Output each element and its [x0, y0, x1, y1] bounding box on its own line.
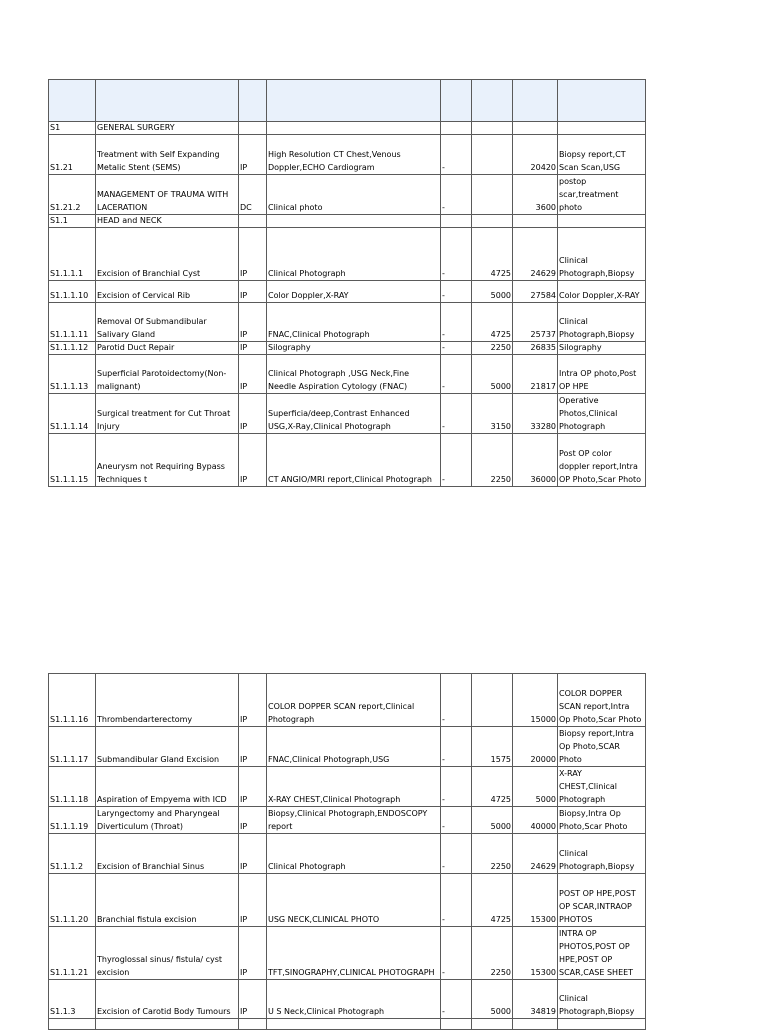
cell-dash: -: [441, 834, 472, 874]
cell-code: S1.1.1.18: [49, 767, 96, 807]
cell-val2: 15000: [513, 674, 558, 727]
cell-post: Color Doppler,X-RAY: [558, 281, 646, 303]
cell-val1: 2250: [472, 434, 513, 487]
table-row: [49, 228, 646, 281]
cell-docs: Clinical Photograph ,USG Neck,Fine Needle Aspiration Cytology (FNAC): [267, 355, 441, 394]
cell-val2: 5000: [513, 767, 558, 807]
table-row: [49, 807, 646, 834]
table-row: [49, 303, 646, 342]
table-row: [49, 342, 646, 355]
table-row: [49, 767, 646, 807]
table-row: [49, 674, 646, 727]
cell-type: IP: [239, 674, 267, 727]
cell-docs: TFT,SINOGRAPHY,CLINICAL PHOTOGRAPH: [267, 927, 441, 980]
cell-val1: 1575: [472, 727, 513, 767]
cell-dash: -: [441, 807, 472, 834]
cell-val1: 5000: [472, 355, 513, 394]
cell-val2: 20000: [513, 727, 558, 767]
cell-name: Excision of Carotid Body Tumours: [96, 980, 239, 1019]
cell-val2: 40000: [513, 807, 558, 834]
cell-post: [558, 215, 646, 228]
cell-name: Thrombendarterectomy: [96, 674, 239, 727]
cell-code: S1.1.1.1: [49, 228, 96, 281]
cell-type: IP: [239, 355, 267, 394]
header-cell: [472, 80, 513, 122]
header-row: [49, 80, 646, 122]
cell-dash: -: [441, 980, 472, 1019]
cell-dash: [441, 215, 472, 228]
cell-name: Aneurysm not Requiring Bypass Techniques t: [96, 434, 239, 487]
table-row: [49, 434, 646, 487]
cell-post: Clinical Photograph,Biopsy: [558, 303, 646, 342]
cell-code: S1.1.1.15: [49, 434, 96, 487]
cell-val1: [472, 215, 513, 228]
cell-val1: [472, 674, 513, 727]
cell-dash: -: [441, 434, 472, 487]
cell-docs: CT ANGIO/MRI report,Clinical Photograph: [267, 434, 441, 487]
header-cell: [239, 80, 267, 122]
cell-post: Clinical Photograph,Biopsy: [558, 834, 646, 874]
cell-type: IP: [239, 434, 267, 487]
cell-code: S1.1.1.10: [49, 281, 96, 303]
cell-val2: 34819: [513, 980, 558, 1019]
cell-post: COLOR DOPPER SCAN report,Intra Op Photo,Scar Photo: [558, 674, 646, 727]
cell-val1: 5000: [472, 281, 513, 303]
cell-val1: 3150: [472, 394, 513, 434]
cell-docs: Color Doppler,X-RAY: [267, 281, 441, 303]
cell-type: [239, 215, 267, 228]
table-row: [49, 281, 646, 303]
procedure-table-1: [48, 79, 646, 487]
cell-post: Biopsy report,Intra Op Photo,SCAR Photo: [558, 727, 646, 767]
cell-name: Excision of Branchial Sinus: [96, 834, 239, 874]
cell-type: IP: [239, 281, 267, 303]
header-cell: [441, 80, 472, 122]
cell-val2: 27584: [513, 281, 558, 303]
cell-val1: [472, 122, 513, 135]
cell-type: IP: [239, 807, 267, 834]
cell-name: MANAGEMENT OF TRAUMA WITH LACERATION: [96, 175, 239, 215]
cell-name: Removal Of Submandibular Salivary Gland: [96, 303, 239, 342]
cell-dash: -: [441, 927, 472, 980]
cell-post: [558, 1019, 646, 1030]
cell-type: IP: [239, 834, 267, 874]
cell-dash: -: [441, 342, 472, 355]
cell-dash: -: [441, 281, 472, 303]
table-row: [49, 175, 646, 215]
cell-val1: 2250: [472, 834, 513, 874]
cell-val2: [513, 122, 558, 135]
cell-dash: -: [441, 727, 472, 767]
cell-code: S1.1.1.11: [49, 303, 96, 342]
cell-val2: 15300: [513, 927, 558, 980]
cell-val1: 5000: [472, 980, 513, 1019]
cell-dash: -: [441, 767, 472, 807]
cell-type: IP: [239, 135, 267, 175]
cell-type: [239, 122, 267, 135]
cell-name: Aspiration of Empyema with ICD: [96, 767, 239, 807]
cell-post: INTRA OP PHOTOS,POST OP HPE,POST OP SCAR,CASE SHEET: [558, 927, 646, 980]
cell-post: Silography: [558, 342, 646, 355]
cell-code: S1.1.1.17: [49, 727, 96, 767]
cell-post: Intra OP photo,Post OP HPE: [558, 355, 646, 394]
cell-val1: 4725: [472, 767, 513, 807]
cell-docs: U S Neck,Clinical Photograph: [267, 980, 441, 1019]
cell-val1: 2250: [472, 927, 513, 980]
table-row: [49, 727, 646, 767]
cell-name: Superficial Parotoidectomy(Non- malignant): [96, 355, 239, 394]
table-row: [49, 1019, 646, 1030]
cell-val2: 24629: [513, 228, 558, 281]
cell-code: S1.1.1.14: [49, 394, 96, 434]
cell-type: IP: [239, 874, 267, 927]
cell-val2: 25737: [513, 303, 558, 342]
cell-val2: 3600: [513, 175, 558, 215]
cell-post: Post OP color doppler report,Intra OP Photo,Scar Photo: [558, 434, 646, 487]
cell-val1: 4725: [472, 303, 513, 342]
cell-code: S1.1: [49, 215, 96, 228]
cell-docs: Biopsy,Clinical Photograph,ENDOSCOPY report: [267, 807, 441, 834]
cell-val2: 21817: [513, 355, 558, 394]
cell-type: DC: [239, 175, 267, 215]
cell-code: S1: [49, 122, 96, 135]
cell-dash: -: [441, 303, 472, 342]
table-row: [49, 355, 646, 394]
table-row: [49, 394, 646, 434]
cell-type: IP: [239, 228, 267, 281]
cell-name: GENERAL SURGERY: [96, 122, 239, 135]
cell-docs: [267, 1019, 441, 1030]
cell-post: Biopsy,Intra Op Photo,Scar Photo: [558, 807, 646, 834]
cell-post: Biopsy report,CT Scan Scan,USG: [558, 135, 646, 175]
cell-docs: X-RAY CHEST,Clinical Photograph: [267, 767, 441, 807]
cell-name: Laryngectomy and Pharyngeal Diverticulum (Throat): [96, 807, 239, 834]
table-row: [49, 874, 646, 927]
cell-docs: [267, 122, 441, 135]
cell-val2: [513, 215, 558, 228]
cell-code: S1.21: [49, 135, 96, 175]
cell-val1: [472, 135, 513, 175]
header-cell: [49, 80, 96, 122]
cell-code: S1.1.1.19: [49, 807, 96, 834]
table-row: [49, 927, 646, 980]
header-cell: [513, 80, 558, 122]
cell-docs: Superficia/deep,Contrast Enhanced USG,X-Ray,Clinical Photograph: [267, 394, 441, 434]
cell-docs: FNAC,Clinical Photograph: [267, 303, 441, 342]
cell-name: Excision of Branchial Cyst: [96, 228, 239, 281]
cell-name: Submandibular Gland Excision: [96, 727, 239, 767]
cell-code: S1.1.1.16: [49, 674, 96, 727]
header-cell: [96, 80, 239, 122]
cell-val2: 36000: [513, 434, 558, 487]
cell-val2: 15300: [513, 874, 558, 927]
cell-docs: Silography: [267, 342, 441, 355]
cell-name: [96, 1019, 239, 1030]
table-row: [49, 980, 646, 1019]
cell-docs: USG NECK,CLINICAL PHOTO: [267, 874, 441, 927]
cell-post: [558, 122, 646, 135]
table-row: [49, 122, 646, 135]
cell-val1: [472, 1019, 513, 1030]
cell-type: IP: [239, 303, 267, 342]
cell-type: [239, 1019, 267, 1030]
cell-val1: 4725: [472, 228, 513, 281]
cell-val1: 2250: [472, 342, 513, 355]
cell-name: HEAD and NECK: [96, 215, 239, 228]
cell-val2: 20420: [513, 135, 558, 175]
cell-name: Treatment with Self Expanding Metalic Stent (SEMS): [96, 135, 239, 175]
cell-dash: -: [441, 674, 472, 727]
cell-code: S1.21.2: [49, 175, 96, 215]
cell-name: Thyroglossal sinus/ fistula/ cyst excision: [96, 927, 239, 980]
table-row: [49, 215, 646, 228]
cell-type: IP: [239, 980, 267, 1019]
cell-name: Branchial fistula excision: [96, 874, 239, 927]
cell-val2: 33280: [513, 394, 558, 434]
cell-dash: -: [441, 355, 472, 394]
cell-code: S1.1.1.12: [49, 342, 96, 355]
cell-code: S1.1.1.13: [49, 355, 96, 394]
cell-dash: [441, 1019, 472, 1030]
cell-docs: FNAC,Clinical Photograph,USG: [267, 727, 441, 767]
cell-post: X-RAY CHEST,Clinical Photograph: [558, 767, 646, 807]
header-cell: [558, 80, 646, 122]
cell-docs: High Resolution CT Chest,Venous Doppler,ECHO Cardiogram: [267, 135, 441, 175]
cell-name: Parotid Duct Repair: [96, 342, 239, 355]
cell-docs: [267, 215, 441, 228]
cell-docs: COLOR DOPPER SCAN report,Clinical Photograph: [267, 674, 441, 727]
cell-code: [49, 1019, 96, 1030]
cell-dash: [441, 122, 472, 135]
cell-code: S1.1.1.21: [49, 927, 96, 980]
cell-dash: -: [441, 135, 472, 175]
header-cell: [267, 80, 441, 122]
cell-val2: [513, 1019, 558, 1030]
cell-val2: 24629: [513, 834, 558, 874]
cell-type: IP: [239, 342, 267, 355]
cell-post: postop scar,treatment photo: [558, 175, 646, 215]
cell-val1: 5000: [472, 807, 513, 834]
cell-docs: Clinical Photograph: [267, 834, 441, 874]
cell-post: Clinical Photograph,Biopsy: [558, 228, 646, 281]
cell-name: Surgical treatment for Cut Throat Injury: [96, 394, 239, 434]
cell-type: IP: [239, 727, 267, 767]
cell-dash: -: [441, 874, 472, 927]
cell-code: S1.1.3: [49, 980, 96, 1019]
cell-dash: -: [441, 175, 472, 215]
cell-dash: -: [441, 394, 472, 434]
cell-dash: -: [441, 228, 472, 281]
cell-val1: [472, 175, 513, 215]
cell-name: Excision of Cervical Rib: [96, 281, 239, 303]
cell-type: IP: [239, 394, 267, 434]
cell-val2: 26835: [513, 342, 558, 355]
cell-docs: Clinical Photograph: [267, 228, 441, 281]
cell-val1: 4725: [472, 874, 513, 927]
procedure-table-2: [48, 673, 646, 1030]
table-row: [49, 834, 646, 874]
cell-type: IP: [239, 927, 267, 980]
cell-docs: Clinical photo: [267, 175, 441, 215]
cell-code: S1.1.1.20: [49, 874, 96, 927]
cell-post: Clinical Photograph,Biopsy: [558, 980, 646, 1019]
table-row: [49, 135, 646, 175]
cell-post: Operative Photos,Clinical Photograph: [558, 394, 646, 434]
cell-type: IP: [239, 767, 267, 807]
cell-code: S1.1.1.2: [49, 834, 96, 874]
cell-post: POST OP HPE,POST OP SCAR,INTRAOP PHOTOS: [558, 874, 646, 927]
